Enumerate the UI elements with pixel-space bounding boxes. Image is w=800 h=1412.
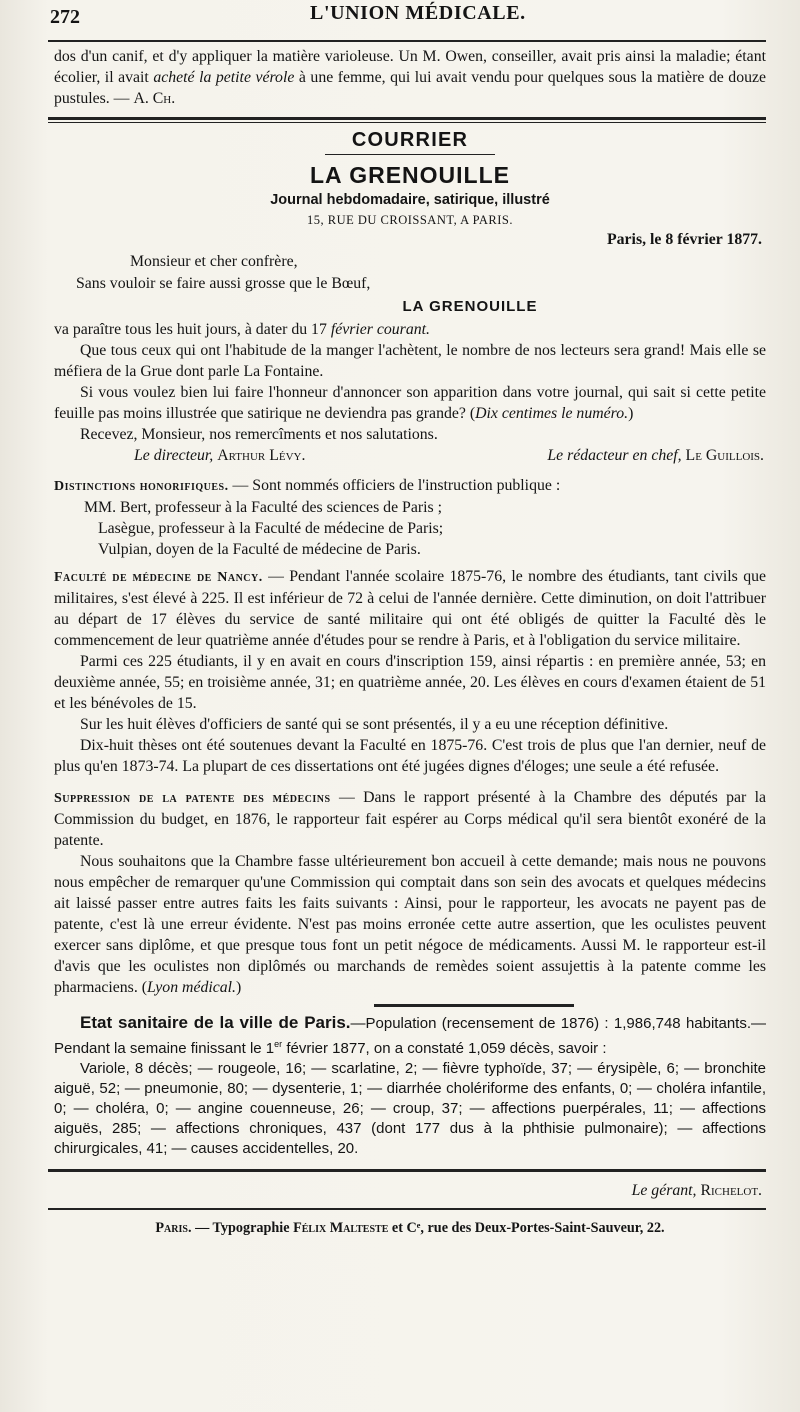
- grenouille-subtitle: Journal hebdomadaire, satirique, illustré: [270, 192, 550, 208]
- distinctions-paragraph: Distinctions honorifiques. — Sont nommés officiers de l'instruction publique :: [54, 477, 561, 494]
- grenouille-title: LA GRENOUILLE: [310, 162, 510, 188]
- nancy-paragraph: Faculté de médecine de Nancy. — Pendant l'année scolaire 1875-76, le nombre des étudiants, tant civils que militaires, s'est élevé à 225. Il est inférieur de 72 à celui de l'année dernière. Cette diminution, on doit l'attribuer au départ de 17 élèves du service de santé militaire qui ont été obligés de quitter la Faculté dès le commencement de leur quatrième année d'études pour se rendre à Paris, et à l'obligation du service militaire.: [54, 568, 766, 649]
- footer-rule: [48, 1208, 766, 1210]
- etat-section: [54, 1013, 766, 1159]
- nancy-paragraph: Dix-huit thèses ont été soutenues devant la Faculté en 1875-76. C'est trois de plus que l'an dernier, neuf de plus qu'en 1873-74. La plupart de ces dissertations ont été jugées dignes d'éloges; une seule a été refusée.: [54, 737, 766, 775]
- distinctions-section: [54, 475, 766, 560]
- patente-paragraph: Suppression de la patente des médecins — Dans le rapport présenté à la Chambre des députés par la Commission du budget, en 1876, le rapporteur fait espérer au Corps médical qu'il sera bientôt exonéré de la patente.: [54, 789, 767, 849]
- letter-paragraph: Recevez, Monsieur, nos remercîments et nos salutations.: [80, 426, 438, 443]
- section-divider: [48, 117, 766, 123]
- courrier-heading: COURRIER: [351, 129, 469, 151]
- etat-title: Etat sanitaire de la ville de Paris.: [80, 1013, 351, 1032]
- printer-imprint: Paris. — Typographie Félix Malteste et Cᵉ, rue des Deux-Portes-Saint-Sauveur, 22.: [155, 1220, 665, 1236]
- nancy-paragraph: Parmi ces 225 étudiants, il y en avait en cours d'inscription 159, ainsi répartis : en première année, 53; en deuxième année, 55; en troisième année, 31; en quatrième année, 20. Les élèves en cours d'examen étaient de 51 et les bénévoles de 15.: [54, 653, 766, 712]
- nancy-heading: Faculté de médecine de Nancy.: [54, 570, 263, 585]
- etat-list: Variole, 8 décès; — rougeole, 16; — scarlatine, 2; — fièvre typhoïde, 37; — érysipèle, 6; — bronchite aiguë, 52; — pneumonie, 80; — dysenterie, 1; — diarrhée cholériforme des enfants, 0; — choléra infantile, 0; — choléra, 0; — angine couenneuse, 26; — croup, 37; — affections puerpérales, 11; — affections aiguës, 285; — affections chroniques, 437 (dont 177 dus à la phthisie pulmonaire); — affections chirurgicales, 41; — causes accidentelles, 20.: [54, 1060, 766, 1157]
- signature-editor: Le rédacteur en chef, Le Guillois.: [547, 447, 764, 464]
- nancy-paragraph: Sur les huit élèves d'officiers de santé qui se sont présentés, il y a eu une réception définitive.: [80, 716, 669, 733]
- carryover-author: A. Ch.: [133, 90, 176, 107]
- patente-source: Lyon médical.: [146, 979, 237, 996]
- letter-paragraph: va paraître tous les huit jours, à dater du 17 février courant.: [54, 321, 430, 338]
- letter-dateline: Paris, le 8 février 1877.: [607, 231, 762, 248]
- grenouille-address: 15, RUE DU CROISSANT, A PARIS.: [306, 213, 513, 227]
- nancy-section: [54, 566, 766, 777]
- running-head: [50, 0, 766, 40]
- section-divider: [374, 1004, 574, 1007]
- letter-paragraph: Que tous ceux qui ont l'habitude de la manger l'achètent, le nombre de nos lecteurs sera grand! Mais elle se méfiera de la Grue dont parle La Fontaine.: [54, 342, 766, 380]
- letter-paragraph: Si vous voulez bien lui faire l'honneur d'annoncer son apparition dans votre journal, qui sait si cette petite feuille pas moins illustrée que satirique ne deviendra pas grande? (Dix centimes le numéro.): [54, 384, 766, 422]
- courrier-rule: [325, 154, 495, 155]
- journal-title: L'UNION MÉDICALE.: [310, 2, 526, 24]
- list-item: MM. Bert, professeur à la Faculté des sciences de Paris ;: [84, 499, 442, 516]
- letter-line: Sans vouloir se faire aussi grosse que le Bœuf,: [76, 275, 371, 292]
- gerant-line: Le gérant, Richelot.: [631, 1182, 762, 1199]
- distinctions-heading: Distinctions honorifiques.: [54, 479, 229, 494]
- header-rule: [48, 40, 766, 42]
- etat-paragraph: Etat sanitaire de la ville de Paris.—Population (recensement de 1876) : 1,986,748 habitants.—Pendant la semaine finissant le 1er février 1877, on a constaté 1,059 décès, savoir :: [54, 1013, 766, 1057]
- patente-section: [54, 787, 766, 998]
- letter-signatures: [54, 445, 766, 469]
- footer-rule: [48, 1169, 766, 1172]
- letter-greeting: Monsieur et cher confrère,: [130, 253, 298, 270]
- patente-heading: Suppression de la patente des médecins: [54, 791, 331, 806]
- signature-director: Le directeur, Arthur Lévy.: [134, 447, 306, 464]
- grenouille-name-repeat: LA GRENOUILLE: [402, 298, 538, 315]
- carryover-paragraph: dos d'un canif, et d'y appliquer la matière varioleuse. Un M. Owen, conseiller, avait pris ainsi la maladie; étant écolier, il avait acheté la petite vérole à une femme, qui lui avait vendu pour quelques sous la matière de douze pustules. — A. Ch.: [54, 48, 767, 107]
- page-number: 272: [50, 6, 80, 28]
- list-item: Lasègue, professeur à la Faculté de médecine de Paris;: [98, 520, 444, 537]
- list-item: Vulpian, doyen de la Faculté de médecine de Paris.: [98, 541, 421, 558]
- patente-paragraph: Nous souhaitons que la Chambre fasse ultérieurement bon accueil à cette demande; mais nous ne pouvons nous empêcher de remarquer qu'une Commission qui comptait dans son sein des avocats et quelques médecins ait laissé passer entre autres faits les faits suivants : Ainsi, pour le rapporteur, les avocats ne payent pas de patente, c'est là une erreur évidente. N'est pas moins erronée cette autre assertion, que les oculistes peuvent exercer sans diplôme, et que presque tous font un petit négoce de médicaments. Aussi M. le rapporteur est-il d'avis que les oculistes non diplômés ou marchands de remèdes soient assujettis à la patente comme les pharmaciens. (Lyon médical.): [54, 853, 766, 996]
